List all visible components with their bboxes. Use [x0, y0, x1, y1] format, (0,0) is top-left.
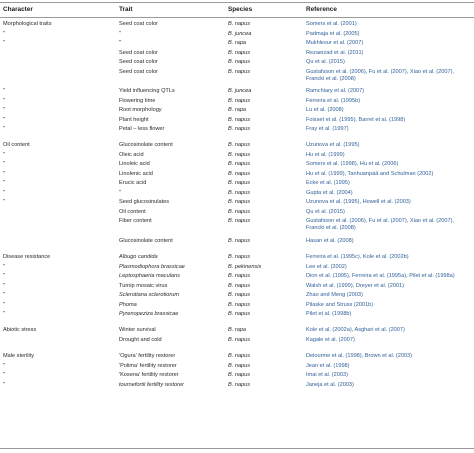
table-cell-trait: Winter survival [119, 327, 156, 333]
table-cell-trait: Albugo candida [119, 254, 158, 260]
table-cell-trait: Erucic acid [119, 180, 147, 186]
table-cell-trait: Linoleic acid [119, 161, 150, 167]
table-cell-species: B. napus [228, 238, 251, 244]
table-cell-character: " [3, 283, 5, 289]
table-cell-species: B. napus [228, 209, 251, 215]
table-cell-trait: Sclerotiana sclerotiorum [119, 292, 180, 298]
table-cell-reference[interactable]: Uzunova et al. (1995) [306, 142, 360, 148]
table-cell-trait: Drought and cold [119, 337, 162, 343]
header-reference: Reference [306, 6, 337, 13]
table-cell-character: " [3, 292, 5, 298]
table-cell-species: B. napus [228, 273, 251, 279]
table-cell-species: B. napus [228, 199, 251, 205]
table-cell-character: Male sterility [3, 353, 35, 359]
table-cell-reference[interactable]: Kole et al. (2002a), Asghari et al. (2007) [306, 327, 405, 333]
table-cell-reference[interactable]: Imai et al. (2003) [306, 372, 348, 378]
table-cell-trait: Root morphology [119, 107, 162, 113]
table-cell-character: " [3, 107, 5, 113]
table-cell-character: " [3, 190, 5, 196]
table-cell-trait: Oleic acid [119, 152, 144, 158]
table-cell-trait: " [119, 190, 121, 196]
header-bottom-rule [0, 17, 474, 18]
table-cell-character: " [3, 117, 5, 123]
table-cell-trait: Seed coat color [119, 59, 158, 65]
table-cell-character: " [3, 199, 5, 205]
table-cell-trait: Flowering time [119, 98, 156, 104]
table-cell-species: B. rapa [228, 107, 247, 113]
table-cell-species: B. napus [228, 292, 251, 298]
table-cell-reference[interactable]: Hasan et al. (2008) [306, 238, 354, 244]
table-cell-character: " [3, 152, 5, 158]
table-cell-reference[interactable]: Zhao and Meng (2003) [306, 292, 363, 298]
table-cell-reference[interactable]: Kagale et al. (2007) [306, 337, 355, 343]
table-cell-reference[interactable]: Hu et al. (1999), Tanhuanpää and Schulman (2002) [306, 171, 434, 177]
table-cell-character: " [3, 161, 5, 167]
table-cell-species: B. napus [228, 363, 251, 369]
table-cell-reference[interactable]: Foisset et al. (1995), Barret et al. (1998) [306, 117, 406, 123]
table-cell-reference[interactable]: Qu et al. (2015) [306, 209, 345, 215]
table-cell-species: B. napus [228, 353, 251, 359]
table-cell-reference[interactable]: Gustafsson et al. (2006), Fu et al. (2007), Xiao et al. (2007), Francki et al. (2008) [306, 218, 455, 231]
table-cell-reference[interactable]: Mukhlesur et al. (2007) [306, 40, 364, 46]
table-cell-species: B. napus [228, 161, 251, 167]
table-cell-species: B. napus [228, 21, 251, 27]
table-cell-character: " [3, 98, 5, 104]
table-cell-reference[interactable]: Qu et al. (2015) [306, 59, 345, 65]
table-cell-reference[interactable]: Uzunova et al. (1995), Howell et al. (2003) [306, 199, 411, 205]
table-cell-species: B. napus [228, 98, 251, 104]
table-cell-reference[interactable]: Ferreira et al. (1995c), Kole et al. (2002b) [306, 254, 409, 260]
table-cell-reference[interactable]: Lu et al. (2008) [306, 107, 344, 113]
table-cell-species: B. napus [228, 382, 251, 388]
table-cell-character: Morphological traits [3, 21, 52, 27]
table-cell-trait: " [119, 40, 121, 46]
table-cell-species: B. napus [228, 59, 251, 65]
table-cell-species: B. napus [228, 50, 251, 56]
table-cell-species: B. napus [228, 190, 251, 196]
table-cell-trait: " [119, 31, 121, 37]
table-cell-reference[interactable]: Rezaeizad et al. (2011) [306, 50, 364, 56]
table-cell-reference[interactable]: Padmaja et al. (2005) [306, 31, 360, 37]
table-cell-character: " [3, 273, 5, 279]
table-cell-trait: Fiber content [119, 218, 152, 224]
table-cell-reference[interactable]: Gustafsson et al. (2006), Fu et al. (2007), Xiao et al. (2007), Francki et al. (2008) [306, 69, 455, 82]
table-cell-character: " [3, 31, 5, 37]
table-cell-trait: Pyrenopeziza brassicae [119, 311, 179, 317]
table-cell-reference[interactable]: Walsh et al. (1999), Dreyer et al. (2001) [306, 283, 405, 289]
table-cell-trait: Seed coat color [119, 50, 158, 56]
table-cell-character: " [3, 311, 5, 317]
table-cell-character: " [3, 88, 5, 94]
table-cell-species: B. napus [228, 337, 251, 343]
table-cell-trait: Phoma [119, 302, 137, 308]
table-cell-species: B. napus [228, 218, 251, 224]
table-cell-trait: Petal – less flower [119, 126, 165, 132]
table-cell-reference[interactable]: Fray et al. (1997) [306, 126, 349, 132]
table-cell-species: B. juncea [228, 31, 252, 37]
table-cell-character: Disease resistance [3, 254, 51, 260]
table-cell-trait: Turnip mosaic virus [119, 283, 168, 289]
table-cell-character: " [3, 180, 5, 186]
table-cell-reference[interactable]: Pilet et al. (1998b) [306, 311, 352, 317]
header-trait: Trait [119, 6, 133, 13]
table-cell-species: B. napus [228, 254, 251, 260]
table-cell-trait: Leptosphaeria maculans [119, 273, 180, 279]
table-cell-reference[interactable]: Gupta et al. (2004) [306, 190, 353, 196]
table-cell-reference[interactable]: Hu et al. (1999) [306, 152, 345, 158]
table-cell-character: " [3, 171, 5, 177]
table-cell-reference[interactable]: Janeja et al. (2003) [306, 382, 354, 388]
table-cell-trait: Linolenic acid [119, 171, 153, 177]
table-cell-species: B. napus [228, 372, 251, 378]
table-cell-trait: Seed glucosinulates [119, 199, 170, 205]
table-cell-character: Oil content [3, 142, 30, 148]
table-cell-character: Abiotic stress [3, 327, 37, 333]
table-cell-reference[interactable]: Lee et al. (2002) [306, 264, 347, 270]
table-cell-trait: Plant height [119, 117, 149, 123]
table-cell-species: B. napus [228, 180, 251, 186]
table-top-rule [0, 2, 474, 3]
table-cell-reference[interactable]: Delourme et al. (1998), Brown et al. (2003) [306, 353, 413, 359]
table-cell-species: B. napus [228, 69, 251, 75]
table-cell-trait: Glucosinolate content [119, 238, 173, 244]
table-cell-reference[interactable]: Ecke et al. (1995) [306, 180, 350, 186]
table-cell-reference[interactable]: Dion et al. (1995), Ferreira et al. (1995a), Pilet et al. (1998a) [306, 273, 455, 279]
table-cell-trait: 'Kosena' fertility restorer [119, 372, 179, 378]
table-cell-character: " [3, 264, 5, 270]
table-cell-species: B. napus [228, 117, 251, 123]
table-cell-species: B. napus [228, 142, 251, 148]
table-cell-character: " [3, 372, 5, 378]
table-cell-trait: Plasmodiophora brassicae [119, 264, 185, 270]
table-cell-reference[interactable]: Pilaske and Struss (2001b) [306, 302, 374, 308]
table-cell-reference[interactable]: Ferreira et al. (1995b) [306, 98, 361, 104]
table-cell-character: " [3, 363, 5, 369]
table-cell-trait: Glucosinolate content [119, 142, 173, 148]
table-cell-character: " [3, 382, 5, 388]
table-cell-reference[interactable]: Ramchiary et al. (2007) [306, 88, 365, 94]
table-cell-trait: Oil content [119, 209, 146, 215]
table-cell-species: B. napus [228, 171, 251, 177]
table-cell-species: B. napus [228, 311, 251, 317]
table-cell-character: " [3, 126, 5, 132]
table-cell-species: B. napus [228, 302, 251, 308]
table-cell-trait: tournefortii fertility restorer [119, 382, 184, 388]
table-cell-reference[interactable]: Somers et al. (2001) [306, 21, 357, 27]
table-cell-species: B. napus [228, 126, 251, 132]
table-cell-trait: Seed coat color [119, 21, 158, 27]
table-cell-trait: Yield influencing QTLs [119, 88, 175, 94]
table-cell-species: B. rapa [228, 327, 247, 333]
table-cell-species: B. juncea [228, 88, 252, 94]
table-bottom-rule [0, 448, 474, 449]
table-cell-trait: Seed coat color [119, 69, 158, 75]
table-cell-species: B. pekinensis [228, 264, 262, 270]
header-character: Character [3, 6, 33, 13]
table-cell-trait: 'Ogura' fertility restorer [119, 353, 176, 359]
table-cell-character: " [3, 40, 5, 46]
header-species: Species [228, 6, 253, 13]
table-cell-trait: 'Polima' fertility restorer [119, 363, 177, 369]
table-cell-species: B. rapa [228, 40, 247, 46]
table-cell-reference[interactable]: Somers et al. (1998), Hu et al. (2006) [306, 161, 399, 167]
table-cell-species: B. napus [228, 152, 251, 158]
table-cell-species: B. napus [228, 283, 251, 289]
table-cell-reference[interactable]: Jean et al. (1998) [306, 363, 350, 369]
table-cell-character: " [3, 302, 5, 308]
